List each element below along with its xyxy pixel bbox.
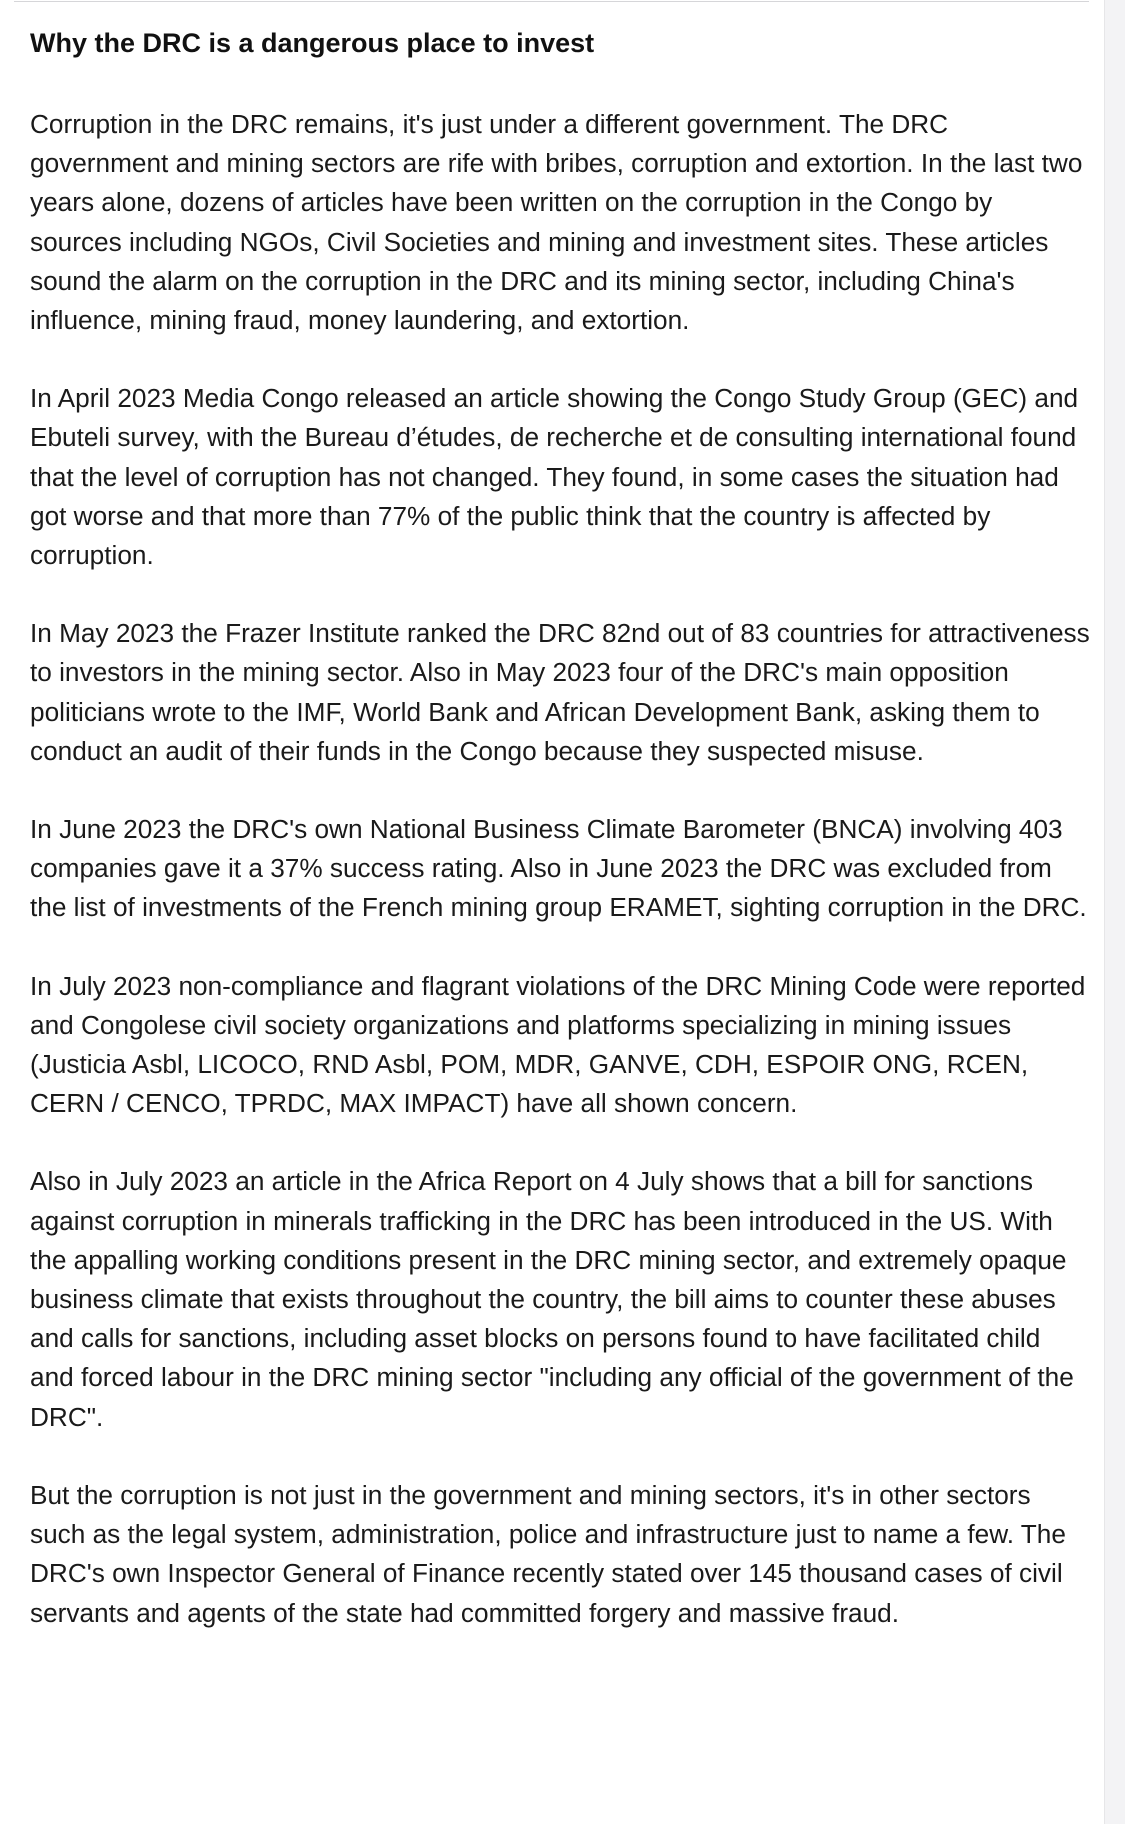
paragraph-june-2023: In June 2023 the DRC's own National Business Climate Barometer (BNCA) involving 403 companies gave it a 37% success rating. Also in June 2023 the DRC was excluded from the list of investments of the French mining group ERAMET, sighting corruption in the DRC. bbox=[30, 814, 1087, 923]
article-title: Why the DRC is a dangerous place to invest bbox=[30, 28, 595, 58]
paragraph-other-sectors: But the corruption is not just in the government and mining sectors, it's in other sectors such as the legal system, administration, police and infrastructure just to name a few. The DRC's own Inspector General of Finance recently stated over 145 thousand cases of civil servants and agents of the state had committed forgery and massive fraud. bbox=[30, 1479, 1066, 1628]
paragraph-july-2023: In July 2023 non-compliance and flagrant violations of the DRC Mining Code were reported and Congolese civil society organizations and platforms specializing in mining issues (Justicia Asbl, LICOCO, RND Asbl, POM, MDR, GANVE, CDH, ESPOIR ONG, RCEN, CERN / CENCO, TPRDC, MAX IMPACT) have all shown concern. bbox=[30, 970, 1086, 1119]
paragraph-may-2023: In May 2023 the Frazer Institute ranked the DRC 82nd out of 83 countries for attractiveness to investors in the mining sector. Also in May 2023 four of the DRC's main opposition politicians wrote to the IMF, World Bank and African Development Bank, asking them to conduct an audit of their funds in the Congo because they suspected misuse. bbox=[30, 618, 1090, 766]
paragraph-april-2023: In April 2023 Media Congo released an article showing the Congo Study Group (GEC) and Ebuteli survey, with the Bureau d’études, de recherche et de consulting international found that the level of corruption has not changed. They found, in some cases the situation had got worse and that more than 77% of the public think that the country is affected by corruption. bbox=[30, 383, 1079, 571]
right-divider bbox=[1104, 0, 1105, 1824]
top-divider bbox=[14, 1, 1089, 2]
paragraph-corruption-overview: Corruption in the DRC remains, it's just under a different government. The DRC government and mining sectors are rife with bribes, corruption and extortion. In the last two years alone, dozens of articles have been written on the corruption in the Congo by sources including NGOs, Civil Societies and mining and investment sites. These articles sound the alarm on the corruption in the DRC and its mining sector, including China's influence, mining fraud, money laundering, and extortion. bbox=[30, 109, 1083, 336]
paragraph-africa-report: Also in July 2023 an article in the Africa Report on 4 July shows that a bill for sanctions against corruption in minerals trafficking in the DRC has been introduced in the US. With the appalling working conditions present in the DRC mining sector, and extremely opaque business climate that exists throughout the country, the bill aims to counter these abuses and calls for sanctions, including asset blocks on persons found to have facilitated child and forced labour in the DRC mining sector "including any official of the government of the DRC". bbox=[30, 1166, 1074, 1432]
article-content bbox=[30, 24, 1090, 1672]
